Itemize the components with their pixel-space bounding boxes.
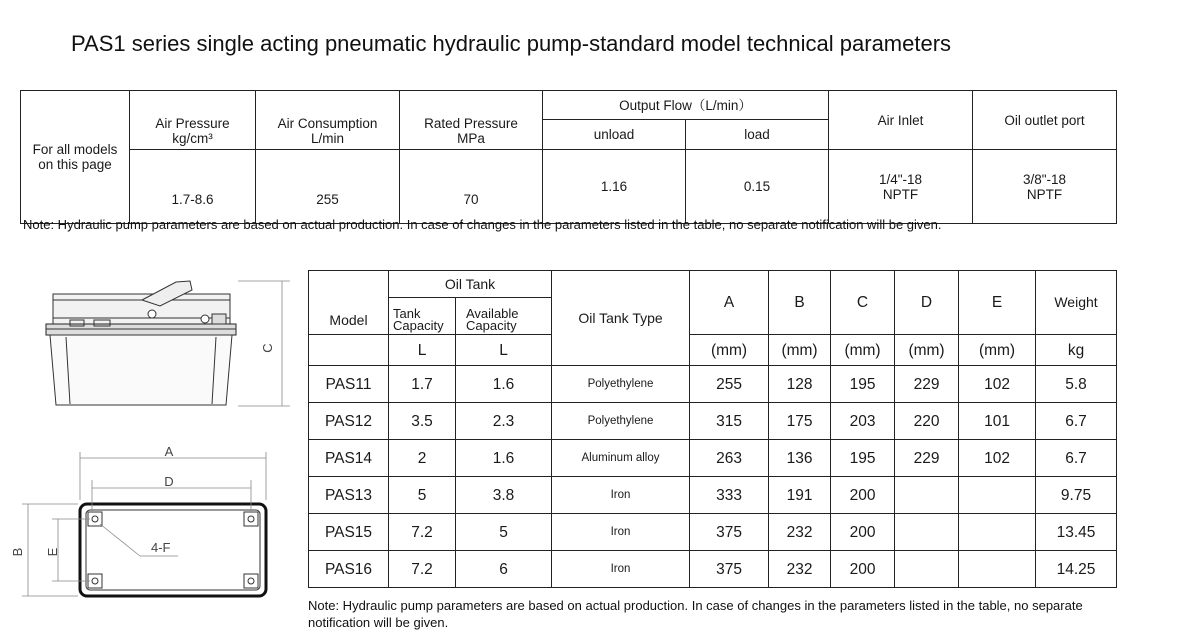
table-row <box>309 551 1117 588</box>
cell-e: 102 <box>959 440 1036 477</box>
air-consumption-unit: L/min <box>310 131 344 146</box>
unload-header: unload <box>543 120 686 150</box>
table-row <box>309 403 1117 440</box>
air-inlet-value-line1: 1/4"-18 <box>878 171 923 187</box>
oil-outlet-value-line2: NPTF <box>1026 186 1063 202</box>
rated-pressure-unit: MPa <box>457 131 485 146</box>
cell-e <box>959 514 1036 551</box>
cell-a: 375 <box>690 514 769 551</box>
cell-available: 1.6 <box>456 440 552 477</box>
weight-header: Weight <box>1036 271 1117 335</box>
cell-e <box>959 551 1036 588</box>
note-top: Note: Hydraulic pump parameters are based on actual production. In case of changes in the parameters listed in the table, no separate notification will be given. <box>23 217 942 232</box>
air-consumption-value: 255 <box>256 150 400 224</box>
label-b: B <box>10 547 25 557</box>
table-row <box>309 477 1117 514</box>
cell-b: 136 <box>769 440 831 477</box>
cell-model: PAS11 <box>309 366 389 403</box>
oil-outlet-header: Oil outlet port <box>973 91 1117 150</box>
label-d: D <box>164 474 174 489</box>
cell-c: 200 <box>831 477 895 514</box>
air-consumption-label: Air Consumption <box>277 116 378 131</box>
cell-available: 3.8 <box>456 477 552 514</box>
cell-d: 220 <box>895 403 959 440</box>
cell-tank: 1.7 <box>389 366 456 403</box>
model-header: Model <box>309 271 389 335</box>
cell-weight: 6.7 <box>1036 440 1117 477</box>
models-table <box>308 270 1117 588</box>
pump-top-view <box>80 504 266 596</box>
cell-e <box>959 477 1036 514</box>
cell-b: 232 <box>769 514 831 551</box>
cell-weight: 5.8 <box>1036 366 1117 403</box>
note-bottom: Note: Hydraulic pump parameters are based on actual production. In case of changes in the parameters listed in the table, no separate notification will be given. <box>308 598 1083 630</box>
cell-b: 175 <box>769 403 831 440</box>
cell-e: 102 <box>959 366 1036 403</box>
cell-e: 101 <box>959 403 1036 440</box>
cell-model: PAS14 <box>309 440 389 477</box>
cell-weight: 6.7 <box>1036 403 1117 440</box>
cell-c: 195 <box>831 440 895 477</box>
model-rows <box>309 366 1117 588</box>
cell-type: Iron <box>552 514 690 551</box>
col-e-header: E <box>959 271 1036 335</box>
cell-a: 255 <box>690 366 769 403</box>
table-row <box>309 440 1117 477</box>
cell-d <box>895 477 959 514</box>
cell-tank: 3.5 <box>389 403 456 440</box>
cell-available: 5 <box>456 514 552 551</box>
cell-weight: 13.45 <box>1036 514 1117 551</box>
col-c-unit: (mm) <box>831 335 895 366</box>
cell-d <box>895 551 959 588</box>
output-flow-header: Output Flow（L/min） <box>543 91 829 120</box>
cell-available: 1.6 <box>456 366 552 403</box>
air-inlet-value <box>829 150 973 224</box>
available-capacity-label: Available Capacity <box>466 306 519 333</box>
table-row <box>309 366 1117 403</box>
cell-d: 229 <box>895 366 959 403</box>
cell-available: 2.3 <box>456 403 552 440</box>
label-c: C <box>260 343 275 353</box>
cell-model: PAS13 <box>309 477 389 514</box>
cell-d <box>895 514 959 551</box>
rated-pressure-label: Rated Pressure <box>424 116 518 131</box>
rated-pressure-value: 70 <box>400 150 543 224</box>
tank-capacity-label: Tank Capacity <box>393 306 444 333</box>
air-pressure-unit: kg/cm³ <box>172 131 213 146</box>
cell-available: 6 <box>456 551 552 588</box>
unload-value: 1.16 <box>543 150 686 224</box>
rated-pressure-header <box>400 91 543 150</box>
air-pressure-label: Air Pressure <box>155 116 230 131</box>
cell-b: 232 <box>769 551 831 588</box>
cell-a: 375 <box>690 551 769 588</box>
cell-c: 200 <box>831 514 895 551</box>
label-e: E <box>45 547 60 557</box>
col-a-header: A <box>690 271 769 335</box>
col-d-header: D <box>895 271 959 335</box>
air-pressure-value: 1.7-8.6 <box>130 150 256 224</box>
cell-model: PAS16 <box>309 551 389 588</box>
available-unit: L <box>456 335 552 366</box>
oil-tank-type-header: Oil Tank Type <box>552 271 690 366</box>
cell-type: Polyethylene <box>552 403 690 440</box>
table-row <box>309 514 1117 551</box>
cell-d: 229 <box>895 440 959 477</box>
oil-outlet-value-line1: 3/8"-18 <box>1022 171 1067 187</box>
col-b-unit: (mm) <box>769 335 831 366</box>
tank-capacity-header <box>389 298 456 335</box>
cell-c: 203 <box>831 403 895 440</box>
pump-side-view <box>46 281 236 405</box>
cell-c: 195 <box>831 366 895 403</box>
load-header: load <box>686 120 829 150</box>
cell-model: PAS12 <box>309 403 389 440</box>
cell-tank: 2 <box>389 440 456 477</box>
cell-weight: 9.75 <box>1036 477 1117 514</box>
row-label: For all models on this page <box>32 142 118 172</box>
cell-c: 200 <box>831 551 895 588</box>
cell-model: PAS15 <box>309 514 389 551</box>
label-a: A <box>164 444 174 459</box>
col-a-unit: (mm) <box>690 335 769 366</box>
cell-tank: 7.2 <box>389 551 456 588</box>
cell-type: Aluminum alloy <box>552 440 690 477</box>
weight-unit: kg <box>1036 335 1117 366</box>
load-value: 0.15 <box>686 150 829 224</box>
col-c-header: C <box>831 271 895 335</box>
tank-unit: L <box>389 335 456 366</box>
col-b-header: B <box>769 271 831 335</box>
cell-a: 333 <box>690 477 769 514</box>
cell-type: Polyethylene <box>552 366 690 403</box>
cell-b: 128 <box>769 366 831 403</box>
air-inlet-value-line2: NPTF <box>882 186 919 202</box>
cell-type: Iron <box>552 477 690 514</box>
cell-type: Iron <box>552 551 690 588</box>
oil-outlet-value <box>973 150 1117 224</box>
air-inlet-header: Air Inlet <box>829 91 973 150</box>
cell-tank: 7.2 <box>389 514 456 551</box>
cell-a: 315 <box>690 403 769 440</box>
col-d-unit: (mm) <box>895 335 959 366</box>
oil-tank-header: Oil Tank <box>389 271 552 298</box>
available-capacity-header <box>456 298 552 335</box>
page-title: PAS1 series single acting pneumatic hydraulic pump-standard model technical parameters <box>71 31 952 56</box>
model-unit-cell <box>309 335 389 366</box>
cell-tank: 5 <box>389 477 456 514</box>
cell-weight: 14.25 <box>1036 551 1117 588</box>
cell-b: 191 <box>769 477 831 514</box>
label-4f: 4-F <box>151 540 171 555</box>
pump-drawings <box>0 0 300 643</box>
cell-a: 263 <box>690 440 769 477</box>
col-e-unit: (mm) <box>959 335 1036 366</box>
